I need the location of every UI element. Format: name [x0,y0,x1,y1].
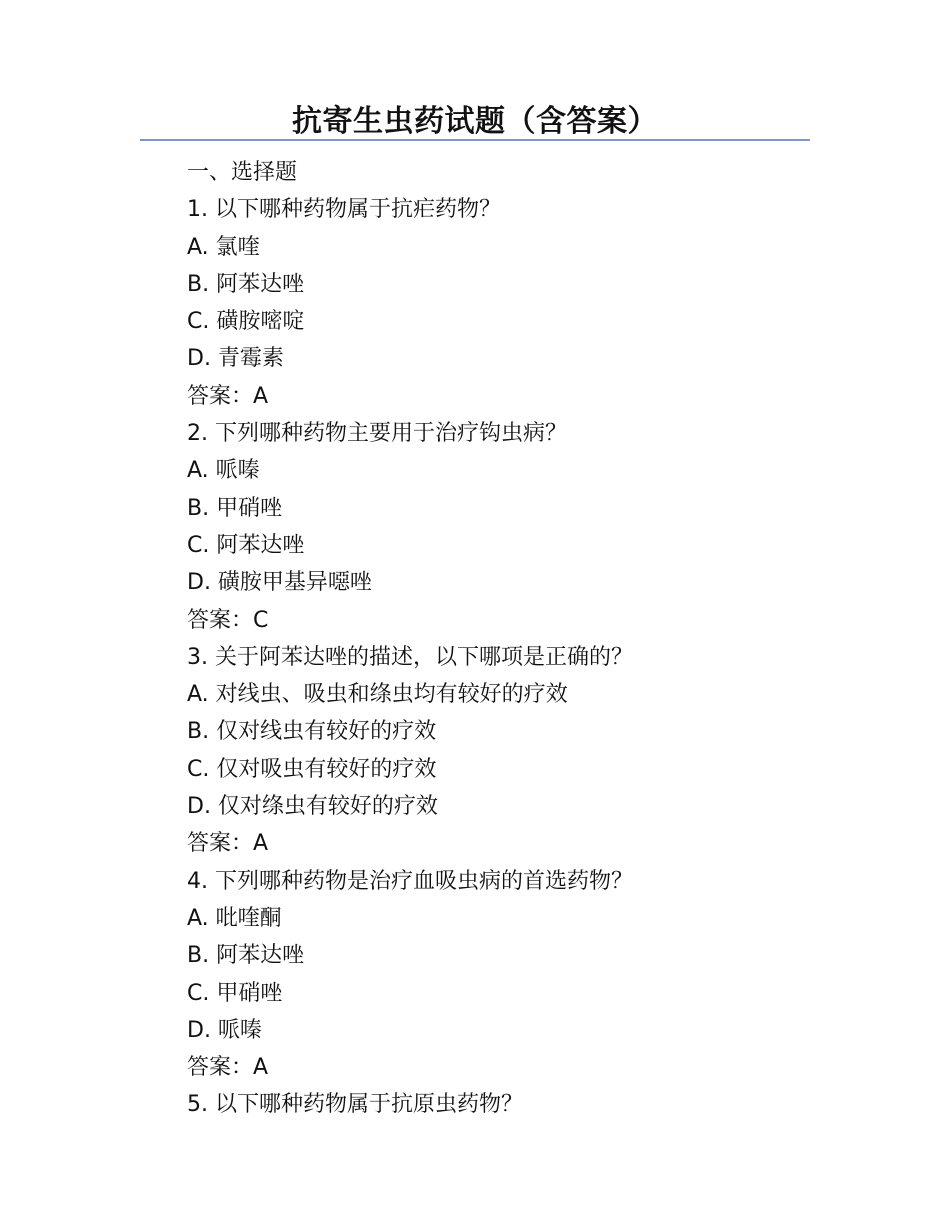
question-stem: 2. 下列哪种药物主要用于治疗钩虫病？ [187,421,567,447]
answer-line: 答案：A [187,383,269,409]
option-b: B. 阿苯达唑 [187,271,305,297]
option-b: B. 甲硝唑 [187,495,283,521]
question-stem: 3. 关于阿苯达唑的描述，以下哪项是正确的？ [187,644,633,670]
option-b: B. 阿苯达唑 [187,943,305,969]
question-1 [187,191,827,415]
option-d: D. 哌嗪 [187,1017,262,1043]
question-stem: 4. 下列哪种药物是治疗血吸虫病的首选药物？ [187,868,633,894]
question-5 [187,1086,827,1123]
question-4 [187,863,827,1087]
option-a: A. 吡喹酮 [187,905,282,931]
document-body [187,154,827,1124]
option-c: C. 磺胺嘧啶 [187,309,305,335]
option-d: D. 磺胺甲基异噁唑 [187,570,372,596]
option-d: D. 仅对绦虫有较好的疗效 [187,794,438,820]
option-d: D. 青霉素 [187,346,284,372]
question-3 [187,639,827,863]
title-underline [140,139,810,141]
section-heading: 一、选择题 [187,160,298,185]
option-c: C. 阿苯达唑 [187,532,305,558]
question-stem: 1. 以下哪种药物属于抗疟药物？ [187,197,501,223]
answer-line: 答案：A [187,1055,269,1081]
option-a: A. 哌嗪 [187,458,260,484]
question-stem: 5. 以下哪种药物属于抗原虫药物？ [187,1092,523,1118]
answer-line: 答案：C [187,607,269,633]
option-c: C. 仅对吸虫有较好的疗效 [187,756,437,782]
title-block [140,100,810,142]
option-a: A. 氯喹 [187,234,260,260]
option-c: C. 甲硝唑 [187,980,283,1006]
answer-line: 答案：A [187,831,269,857]
option-a: A. 对线虫、吸虫和绦虫均有较好的疗效 [187,682,568,708]
document-title: 抗寄生虫药试题（含答案） [292,104,658,139]
option-b: B. 仅对线虫有较好的疗效 [187,719,437,745]
question-2 [187,415,827,639]
